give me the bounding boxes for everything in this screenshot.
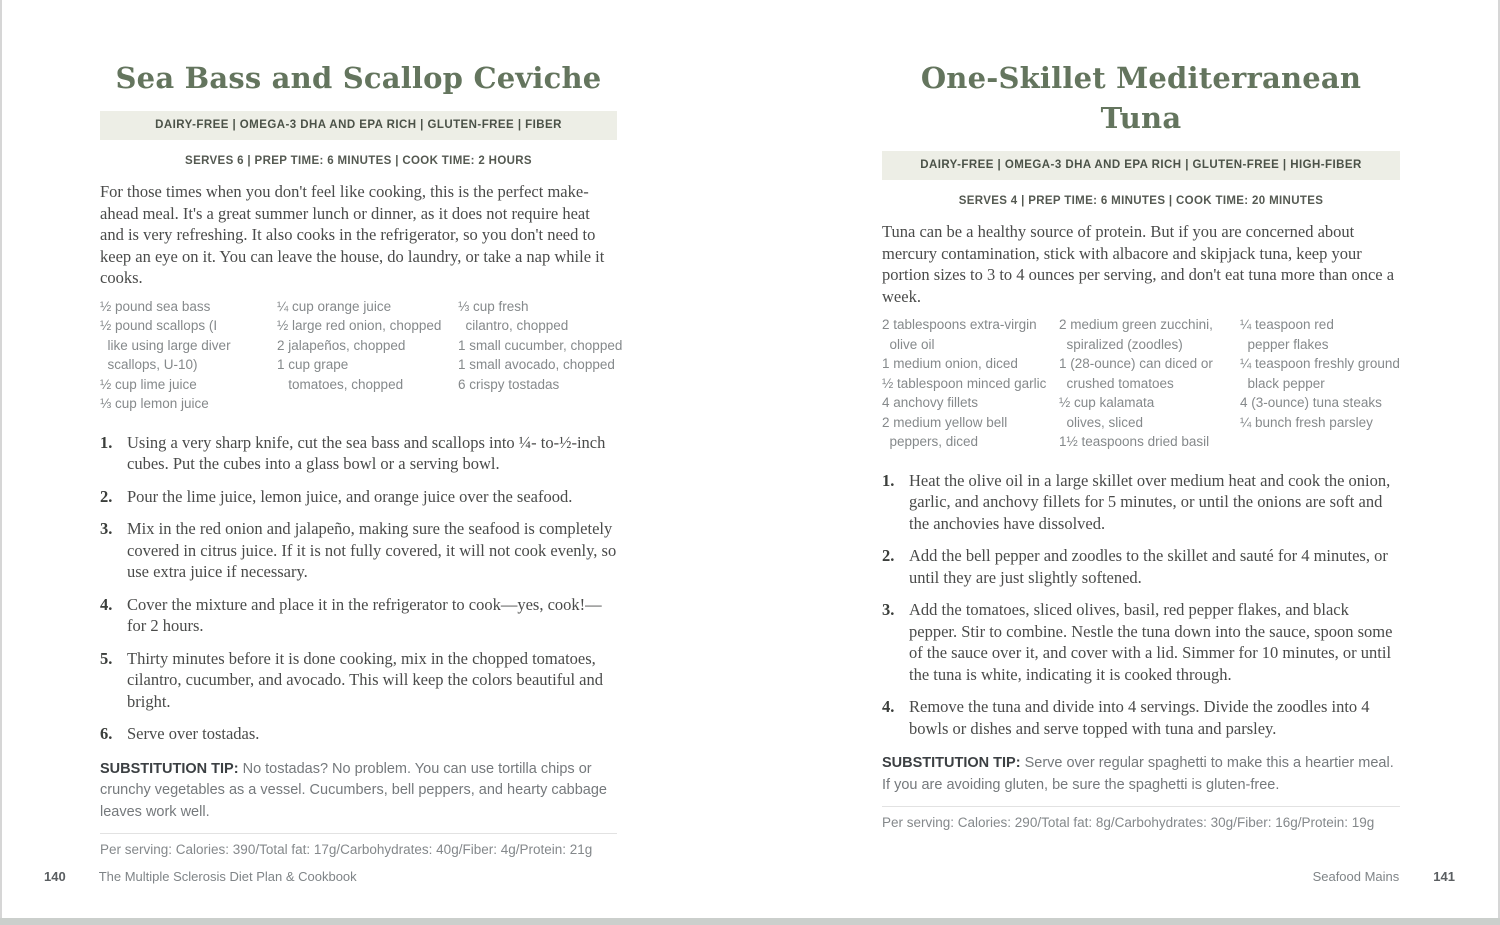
ingredients-column-2 <box>277 297 458 414</box>
ingredients-list <box>100 297 623 414</box>
instruction-step: Cover the mixture and place it in the refrigerator to cook—yes, cook!—for 2 hours. <box>127 594 602 635</box>
ingredient-line: 2 medium yellow bell <box>882 414 1008 430</box>
instruction-step: Serve over tostadas. <box>127 724 260 743</box>
serves-prep-cook-line: SERVES 6 | PREP TIME: 6 MINUTES | COOK TIME: 2 HOURS <box>185 155 532 167</box>
substitution-tip <box>100 759 617 824</box>
dietary-badges: DAIRY-FREE | OMEGA-3 DHA AND EPA RICH | GLUTEN-FREE | FIBER <box>100 111 617 140</box>
ingredient-line: tomatoes, chopped <box>277 376 404 392</box>
ingredient-line: scallops, U-10) <box>100 357 198 372</box>
ingredients-column-1 <box>100 297 277 414</box>
recipe-title: Sea Bass and Scallop Ceviche <box>115 61 602 95</box>
ingredients-column-3 <box>1240 315 1400 452</box>
ingredient-line: ¼ teaspoon freshly ground <box>1240 356 1400 371</box>
per-serving-line: Per serving: Calories: 390/Total fat: 17g/Carbohydrates: 40g/Fiber: 4g/Protein: 21g <box>100 833 617 857</box>
ingredient-line: ¼ teaspoon red <box>1240 317 1334 332</box>
instruction-step: Add the tomatoes, sliced olives, basil, red pepper flakes, and black pepper. Stir to combine. Nestle the tuna down into the sauce, spoon some of the sauce over it, and cover with a lid. Simmer for 10 minutes, or until the tuna is white, indicating it is cooked through. <box>909 600 1393 684</box>
ingredient-line: 1 small cucumber, chopped <box>458 337 623 353</box>
ingredients-list <box>882 315 1400 452</box>
ingredients-column-2 <box>1059 315 1240 452</box>
per-serving-line: Per serving: Calories: 290/Total fat: 8g/Carbohydrates: 30g/Fiber: 16g/Protein: 19g <box>882 806 1400 830</box>
ingredient-line: ½ cup lime juice <box>100 376 197 392</box>
ingredient-line: ⅓ cup lemon juice <box>100 396 209 411</box>
instruction-step: Using a very sharp knife, cut the sea bass and scallops into ¼- to-½-inch cubes. Put the cubes into a glass bowl or a serving bowl. <box>127 432 606 473</box>
ingredient-line: 2 medium green zucchini, <box>1059 317 1213 332</box>
substitution-tip-text: No tostadas? No problem. You can use tortilla chips or crunchy vegetables as a vessel. Cucumbers, bell peppers, and hearty cabbage leaves work well. <box>100 760 607 820</box>
ingredient-line: 1 cup grape <box>277 357 349 372</box>
instruction-step: Heat the olive oil in a large skillet over medium heat and cook the onion, garlic, and anchovy fillets for 5 minutes, or until the onions are soft and the anchovies have dissolved. <box>909 470 1391 533</box>
instruction-steps <box>100 432 617 745</box>
instruction-steps <box>882 470 1400 740</box>
recipe-title: One-Skillet Mediterranean Tuna <box>920 61 1362 135</box>
ingredient-line: cilantro, chopped <box>458 318 569 333</box>
ingredient-line: 6 crispy tostadas <box>458 376 560 392</box>
ingredient-line: 1 small avocado, chopped <box>458 357 615 372</box>
ingredient-line: ½ cup kalamata <box>1059 395 1155 410</box>
ingredient-line: olive oil <box>882 336 935 352</box>
left-page-footer <box>44 869 357 884</box>
ingredient-line: 2 jalapeños, chopped <box>277 337 406 353</box>
ingredient-line: ¼ bunch fresh parsley <box>1240 414 1373 430</box>
ingredient-line: black pepper <box>1240 375 1325 391</box>
ingredient-line: 2 tablespoons extra-virgin <box>882 317 1037 332</box>
recipe-intro: Tuna can be a healthy source of protein. But if you are concerned about mercury contamination, stick with albacore and skipjack tuna, keep your portion sizes to 3 to 4 ounces per serving, and don't eat tuna more than once a week. <box>882 222 1395 306</box>
ingredient-line: crushed tomatoes <box>1059 375 1174 391</box>
instruction-step: Mix in the red onion and jalapeño, making sure the seafood is completely covered in citrus juice. If it is not fully covered, it will not cook evenly, so use extra juice if necessary. <box>127 519 617 581</box>
ingredient-line: spiralized (zoodles) <box>1059 336 1183 352</box>
ingredient-line: 4 (3-ounce) tuna steaks <box>1240 395 1382 410</box>
instruction-step: Thirty minutes before it is done cooking, mix in the chopped tomatoes, cilantro, cucumber, and avocado. This will keep the colors beautiful and bright. <box>127 648 604 711</box>
ingredient-line: ¼ cup orange juice <box>277 298 392 314</box>
ingredients-column-3 <box>458 297 622 414</box>
substitution-tip-text: Serve over regular spaghetti to make this a heartier meal. If you are avoiding gluten, be sure the spaghetti is gluten-free. <box>882 755 1394 793</box>
ingredient-line: ½ pound scallops (I <box>100 318 218 333</box>
left-page-number: 140 <box>44 869 66 884</box>
instruction-step: Remove the tuna and divide into 4 servings. Divide the zoodles into 4 bowls or dishes and serve topped with tuna and parsley. <box>909 697 1370 738</box>
ingredient-line: ½ pound sea bass <box>100 298 211 314</box>
right-page-footer <box>1313 869 1455 884</box>
serves-prep-cook-line: SERVES 4 | PREP TIME: 6 MINUTES | COOK TIME: 20 MINUTES <box>958 195 1324 207</box>
ingredient-line: like using large diver <box>100 337 231 353</box>
ingredient-line: ½ tablespoon minced garlic <box>882 375 1047 391</box>
ingredient-line: peppers, diced <box>882 434 979 449</box>
right-running-title: Seafood Mains <box>1312 869 1400 884</box>
page-left-edge <box>0 0 2 925</box>
ingredient-line: pepper flakes <box>1240 336 1329 352</box>
ingredient-line: ½ large red onion, chopped <box>277 318 442 333</box>
ingredient-line: olives, sliced <box>1059 414 1144 430</box>
ingredient-line: 4 anchovy fillets <box>882 395 979 410</box>
left-running-title: The Multiple Sclerosis Diet Plan & Cookbook <box>98 869 357 884</box>
instruction-step: Pour the lime juice, lemon juice, and orange juice over the seafood. <box>127 486 573 506</box>
page-bottom-bar <box>0 918 1500 925</box>
ingredient-line: 1 medium onion, diced <box>882 356 1018 371</box>
ingredient-line: ⅓ cup fresh <box>458 298 529 314</box>
recipe-tuna <box>882 58 1400 830</box>
recipe-intro: For those times when you don't feel like cooking, this is the perfect make-ahead meal. It's a great summer lunch or dinner, as it does not require heat and is very refreshing. It also cooks in the refrigerator, so you don't need to keep an eye on it. You can leave the house, do laundry, or take a nap while it cooks. <box>100 182 605 287</box>
right-page-number: 141 <box>1433 869 1455 884</box>
recipe-ceviche <box>100 58 623 857</box>
substitution-tip-label: SUBSTITUTION TIP: <box>100 760 239 777</box>
substitution-tip <box>882 753 1400 796</box>
instruction-step: Add the bell pepper and zoodles to the skillet and sauté for 4 minutes, or until they are just slightly softened. <box>909 546 1388 587</box>
ingredient-line: 1½ teaspoons dried basil <box>1059 434 1210 449</box>
ingredients-column-1 <box>882 315 1059 452</box>
substitution-tip-label: SUBSTITUTION TIP: <box>882 755 1021 771</box>
dietary-badges: DAIRY-FREE | OMEGA-3 DHA AND EPA RICH | GLUTEN-FREE | HIGH-FIBER <box>882 151 1400 180</box>
ingredient-line: 1 (28-ounce) can diced or <box>1059 356 1213 371</box>
